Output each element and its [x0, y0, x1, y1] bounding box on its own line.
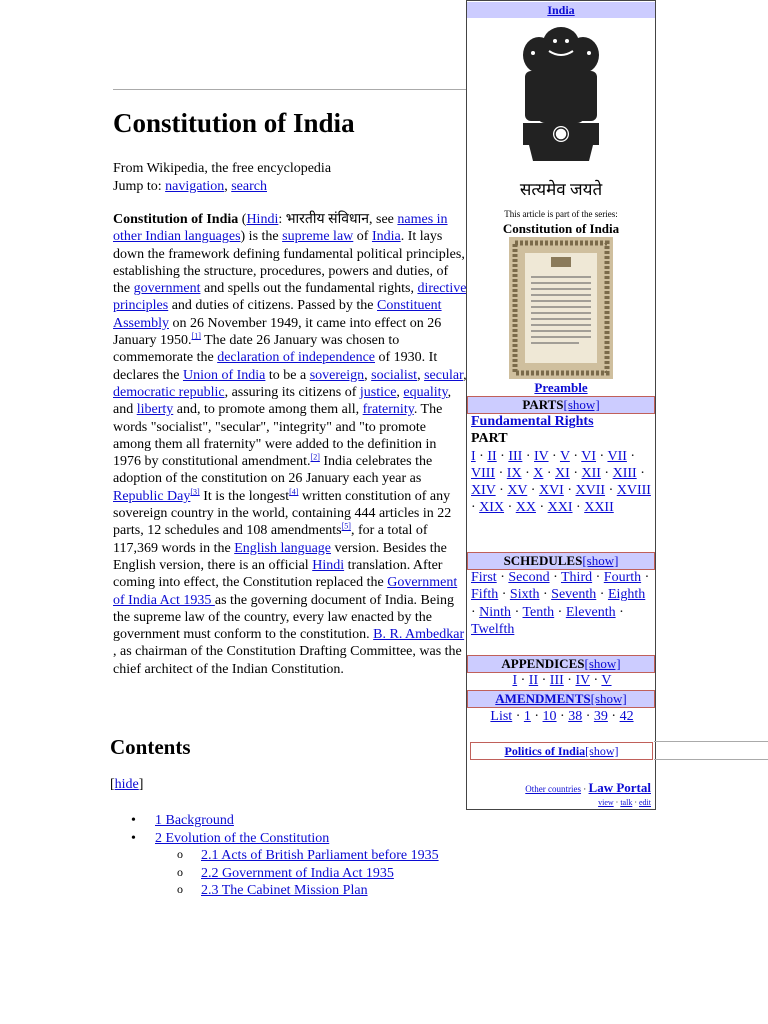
t: and spells out the fundamental rights, [200, 281, 418, 297]
preamble-caption [467, 380, 655, 396]
separator-dot: · [626, 448, 636, 464]
toc-subitem [113, 847, 439, 865]
jump-label: Jump to: [113, 178, 166, 194]
table-of-contents [113, 812, 439, 900]
t: of 1930. It declares the [113, 350, 438, 383]
from-wikipedia: From Wikipedia, the free encyclopedia [113, 161, 332, 176]
separator-dot: · [600, 465, 613, 481]
schedules-header [467, 552, 655, 570]
separator-dot: · [636, 465, 645, 481]
part-link[interactable]: VII [607, 448, 627, 464]
appendix-link[interactable]: III [549, 673, 564, 688]
appendices-label: APPENDICES [501, 656, 585, 671]
t: . It lays down the framework defining fundamental political principles, establishing the structure, procedures, powers and duties, of the [113, 229, 465, 297]
socialist-link[interactable]: socialist [371, 367, 418, 383]
parts-label: PARTS [522, 397, 564, 412]
ref-link[interactable]: [3] [190, 487, 200, 497]
supreme-law-link[interactable]: supreme law [282, 229, 354, 245]
ref-link[interactable]: [4] [289, 487, 299, 497]
t: : भारतीय संविधान, see [278, 212, 398, 227]
amendments-header [467, 690, 655, 708]
goi-act-link[interactable]: Government of India Act 1935 [113, 575, 458, 608]
t: The date 26 January was chosen to commemorate the [113, 333, 400, 366]
t: of [353, 229, 372, 245]
part-label: PART [471, 431, 508, 447]
separator-dot: · [471, 604, 480, 620]
part-link[interactable]: XIX [479, 500, 505, 516]
schedule-link[interactable]: First [471, 570, 497, 585]
title-divider [113, 89, 466, 90]
t: on 26 November 1949, it came into effect on 26 January 1950. [113, 315, 442, 349]
appendices-show-link[interactable]: [show] [584, 656, 621, 671]
parts-header [467, 396, 655, 414]
amendment-link[interactable]: 1 [523, 709, 531, 724]
separator-dot: · [511, 604, 523, 620]
t: and, to promote among them all, [173, 402, 363, 418]
separator-dot: · [495, 483, 508, 499]
part-link[interactable]: XXII [584, 500, 614, 516]
toc-item [113, 830, 439, 848]
separator-dot: · [590, 673, 602, 688]
hide-toc-link[interactable]: hide [114, 777, 139, 792]
liberty-link[interactable]: liberty [136, 402, 174, 418]
bracket: [ [110, 777, 115, 792]
other-countries-link[interactable]: Other countries [525, 784, 582, 794]
intro-bold: Constitution of India [113, 212, 239, 227]
part-link[interactable]: IX [506, 465, 522, 481]
fraternity-link[interactable]: fraternity [362, 402, 414, 418]
separator-dot: · [582, 709, 594, 724]
separator-dot: · [556, 709, 569, 724]
separator-dot: · [572, 500, 585, 516]
contents-heading: Contents [110, 735, 191, 759]
ref-link[interactable]: [1] [191, 331, 201, 341]
emblem-of-india-icon [509, 21, 613, 183]
ref-link[interactable]: [5] [341, 521, 351, 531]
separator-dot: · [527, 483, 539, 499]
part-link[interactable]: VIII [471, 465, 496, 481]
part-link[interactable]: XVIII [616, 483, 651, 499]
amendments-link[interactable]: AMENDMENTS [495, 691, 591, 706]
separator-dot: · [538, 673, 550, 688]
separator-dot: · [539, 587, 552, 603]
t: , [396, 384, 404, 400]
schedule-link[interactable]: Ninth [479, 604, 512, 620]
separator-dot: · [596, 587, 608, 603]
hindi-link[interactable]: Hindi [246, 212, 279, 227]
ref-link[interactable]: [2] [310, 452, 320, 462]
jump-sep: , [224, 178, 232, 194]
politics-divider [654, 741, 768, 742]
ambedkar-link[interactable]: B. R. Ambedkar [373, 627, 465, 643]
t: ) is the [240, 229, 283, 245]
preamble-link[interactable]: Preamble [534, 380, 588, 395]
t: as the governing document of India. Being the supreme law of the country, every law enacted by the government must conform to the constitution. [113, 592, 454, 643]
parts-show-link[interactable]: [show] [563, 397, 600, 412]
appendix-link[interactable]: II [528, 673, 539, 688]
appendix-link[interactable]: IV [575, 673, 590, 688]
separator-dot: · [549, 570, 561, 585]
view-link[interactable]: view [598, 798, 614, 807]
part-links [471, 448, 653, 517]
amendment-link[interactable]: 39 [593, 709, 608, 724]
separator-dot: · [504, 500, 516, 516]
toc-link-background[interactable]: 1 Background [155, 813, 234, 828]
talk-link[interactable]: talk [620, 798, 633, 807]
part-link[interactable]: XV [507, 483, 528, 499]
toc-subitem [113, 865, 439, 883]
part-link[interactable]: XI [555, 465, 570, 481]
amendments-show-link[interactable]: [show] [590, 691, 627, 706]
separator-dot: · [548, 448, 560, 464]
democratic-link[interactable]: democratic republic [113, 384, 225, 400]
schedules-show-link[interactable]: [show] [582, 553, 619, 568]
amendment-links [471, 708, 653, 725]
t: . The words "socialist", "secular", "integrity" and "to promote among them all fraternity" were added to the definition in 1976 by constitutional amendment. [113, 402, 443, 470]
separator-dot: · [530, 709, 543, 724]
schedule-link[interactable]: Seventh [551, 587, 597, 603]
series-note: This article is part of the series: [504, 209, 618, 219]
jump-search-link[interactable]: search [231, 178, 267, 194]
toc-link-acts[interactable]: 2.1 Acts of British Parliament before 1935 [201, 848, 439, 863]
toc-link-goi-act[interactable]: 2.2 Government of India Act 1935 [201, 865, 394, 881]
separator-dot: · [563, 483, 576, 499]
separator-dot: · [535, 500, 548, 516]
jump-navigation-link[interactable]: navigation [165, 178, 225, 194]
equality-link[interactable]: equality [403, 384, 448, 400]
schedule-link[interactable]: Twelfth [471, 621, 515, 637]
series-title: Constitution of India [502, 221, 620, 236]
sovereign-link[interactable]: sovereign [309, 367, 365, 383]
t: , for a total of 117,369 words in the [113, 523, 428, 556]
part-link[interactable]: IV [534, 448, 549, 464]
separator-dot: · [522, 448, 535, 464]
politics-divider [654, 759, 768, 760]
t: , as chairman of the Constitution Drafting Committee, was the chief architect of the Indian Constitution. [113, 644, 462, 677]
politics-link[interactable]: Politics of India [504, 744, 586, 758]
amendment-link[interactable]: List [490, 709, 513, 724]
parts-list [471, 413, 653, 517]
infobox-title [467, 2, 655, 18]
separator-dot: · [543, 465, 556, 481]
toc-toggle [110, 777, 143, 793]
part-link[interactable]: XII [581, 465, 601, 481]
toc-link-evolution[interactable]: 2 Evolution of the Constitution [155, 830, 330, 846]
separator-dot: · [615, 604, 624, 620]
law-portal-link[interactable]: Law Portal [588, 780, 651, 795]
schedule-link[interactable]: Eighth [607, 587, 646, 603]
politics-show-link[interactable]: [show] [585, 744, 619, 758]
toc-link-cabinet[interactable]: 2.3 The Cabinet Mission Plan [201, 883, 368, 898]
infobox [466, 0, 656, 810]
t: and duties of citizens. Passed by the [168, 298, 378, 314]
separator-dot: · [521, 465, 534, 481]
assembly-link[interactable]: Constituent Assembly [113, 298, 442, 331]
separator-dot: · [607, 709, 620, 724]
amendment-link[interactable]: 42 [619, 709, 634, 724]
schedule-link[interactable]: Third [561, 570, 593, 585]
part-link[interactable]: XVI [538, 483, 564, 499]
t: , [463, 367, 467, 383]
republic-day-link[interactable]: Republic Day [113, 488, 191, 504]
part-link[interactable]: XIII [612, 465, 637, 481]
separator-dot: · [592, 570, 604, 585]
india-link[interactable]: India [371, 229, 401, 245]
schedules-label: SCHEDULES [503, 553, 583, 568]
justice-link[interactable]: justice [359, 384, 397, 400]
schedule-link[interactable]: Fifth [471, 587, 499, 603]
part-link[interactable]: III [508, 448, 523, 464]
separator-dot: · [512, 709, 524, 724]
names-link[interactable]: names in other Indian languages [113, 212, 448, 245]
separator-dot: · [475, 448, 488, 464]
separator-dot: · [554, 604, 566, 620]
separator-dot: · [496, 570, 509, 585]
separator-dot: · [471, 500, 480, 516]
part-link[interactable]: II [487, 448, 497, 464]
toc-item [113, 812, 439, 830]
part-link[interactable]: I [471, 448, 476, 464]
preamble-document-image [509, 237, 613, 379]
appendix-link[interactable]: I [512, 673, 518, 688]
directive-link[interactable]: directive principles [113, 281, 467, 314]
t: , [364, 367, 372, 383]
t: It is the longest [199, 488, 290, 504]
part-link[interactable]: X [533, 465, 544, 481]
separator-dot: · [496, 448, 509, 464]
page-subtitle [113, 160, 331, 195]
declaration-link[interactable]: declaration of independence [217, 350, 375, 366]
schedule-links [471, 569, 653, 638]
view-talk-edit: view · talk · edit [598, 798, 651, 807]
bracket: ] [138, 777, 144, 792]
t: , assuring its citizens of [224, 384, 360, 400]
t: , [417, 367, 425, 383]
fundamental-rights-link[interactable]: Fundamental Rights [471, 414, 594, 429]
separator-dot: · [596, 448, 608, 464]
page-title: Constitution of India [113, 108, 355, 138]
intro-paragraph [113, 211, 467, 678]
t: version. Besides the English version, there is an official [113, 540, 447, 573]
separator-dot: · [569, 448, 582, 464]
politics-of-india-box [470, 742, 653, 760]
schedule-link[interactable]: Second [508, 570, 550, 585]
portal-links: Other countries · Law Portal [525, 780, 651, 795]
t: to be a [265, 367, 310, 383]
separator-dot: · [495, 465, 507, 481]
india-title-link[interactable]: India [547, 3, 575, 17]
appendix-links [471, 672, 653, 689]
jump-to [113, 178, 331, 196]
edit-link[interactable]: edit [639, 798, 651, 807]
part-link[interactable]: VI [581, 448, 597, 464]
national-motto: सत्यमेव जयते [519, 180, 603, 199]
part-link[interactable]: V [559, 448, 570, 464]
t: ( [238, 212, 247, 227]
part-link[interactable]: XIV [471, 483, 496, 499]
separator-dot: · [563, 673, 576, 688]
schedule-link[interactable]: Tenth [522, 604, 555, 620]
schedule-link[interactable]: Eleventh [565, 604, 616, 620]
t: written constitution of any sovereign country in the world, containing 444 articles in 22 parts, 12 schedules and 108 amendments [113, 488, 452, 539]
t: translation. After coming into effect, the Constitution replaced the [113, 557, 443, 591]
separator-dot: · [605, 483, 617, 499]
amendment-link[interactable]: 10 [542, 709, 557, 724]
part-link[interactable]: XXI [547, 500, 573, 516]
separator-dot: · [517, 673, 529, 688]
t: India celebrates the adoption of the constitution on 26 January each year as [113, 454, 433, 487]
union-link[interactable]: Union of India [182, 367, 266, 383]
part-link[interactable]: XX [515, 500, 536, 516]
appendices-header [467, 655, 655, 673]
government-link[interactable]: government [133, 281, 201, 297]
hindi-translation-link[interactable]: Hindi [312, 557, 345, 573]
part-link[interactable]: XVII [575, 483, 606, 499]
appendix-link[interactable]: V [601, 673, 612, 688]
separator-dot: · [641, 570, 650, 585]
schedule-link[interactable]: Fourth [603, 570, 642, 585]
separator-dot: · [498, 587, 510, 603]
secular-link[interactable]: secular [424, 367, 464, 383]
english-link[interactable]: English language [234, 540, 332, 556]
schedule-link[interactable]: Sixth [509, 587, 540, 603]
t: , and [113, 384, 452, 418]
toc-subitem [113, 882, 439, 900]
amendment-link[interactable]: 38 [568, 709, 583, 724]
separator-dot: · [569, 465, 582, 481]
